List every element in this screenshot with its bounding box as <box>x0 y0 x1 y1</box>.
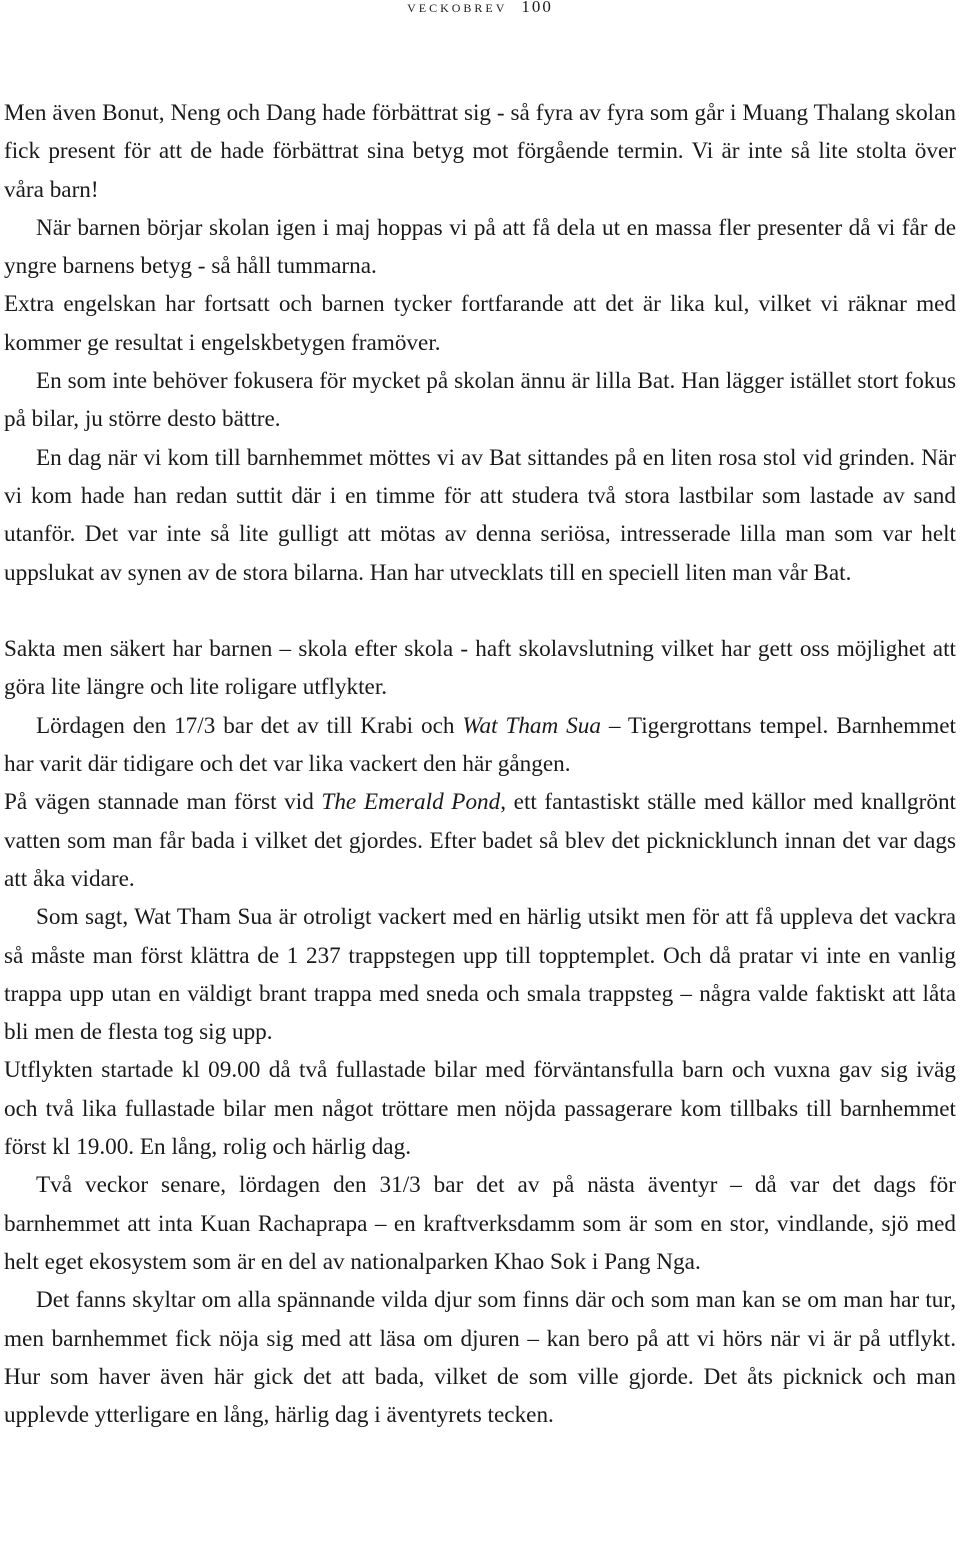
paragraph-text: – Tigergrottans tempel. Barnhemmet har varit där tidigare och det var lika vackert den här gången. <box>4 712 956 778</box>
paragraph-text: Lördagen den 17/3 bar det av till Krabi och <box>36 712 463 739</box>
paragraph: Sakta men säkert har barnen – skola efter skola - haft skolavslutning vilket har gett oss möjlighet att göra lite längre och lite roligare utflykter. <box>4 636 956 701</box>
paragraph: Det fanns skyltar om alla spännande vilda djur som finns där och som man kan se om man har tur, men barnhemmet fick nöja sig med att läsa om djuren – kan bero på att vi hörs när vi är på utflykt. Hur som haver även här gick det att bada, vilket de som ville gjorde. Det åts picknick och man upplevde ytterligare en lång, härlig dag i äventyrets tecken. <box>4 1287 956 1429</box>
running-title: veckobrev <box>407 0 508 16</box>
paragraph: Utflykten startade kl 09.00 då två fullastade bilar med förväntansfulla barn och vuxna gav sig iväg och två lika fullastade bilar men något tröttare men nöjda passagerare kom tillbaks till barnhemmet först kl 19.00. En lång, rolig och härlig dag. <box>4 1057 956 1161</box>
paragraph: Som sagt, Wat Tham Sua är otroligt vackert med en härlig utsikt men för att få uppleva det vackra så måste man först klättra de 1 237 trappstegen upp till topptemplet. Och då pratar vi inte en vanlig trappa upp utan en väldigt brant trappa med sneda och smala trappsteg – några valde faktiskt att låta bli men de flesta tog sig upp. <box>4 904 956 1046</box>
paragraph: Extra engelskan har fortsatt och barnen tycker fortfarande att det är lika kul, vilket vi räknar med kommer ge resultat i engelskbetygen framöver. <box>4 291 956 356</box>
paragraph: När barnen börjar skolan igen i maj hoppas vi på att få dela ut en massa fler presenter då vi får de yngre barnens betyg - så håll tummarna. <box>4 214 956 280</box>
paragraph-text: På vägen stannade man först vid <box>4 789 322 816</box>
paragraph: Två veckor senare, lördagen den 31/3 bar det av på nästa äventyr – då var det dags för barnhemmet att inta Kuan Rachaprapa – en kraftverksdamm som är som en stor, vindlande, sjö med helt eget ekosystem som är en del av nationalparken Khao Sok i Pang Nga. <box>4 1172 956 1275</box>
paragraph: Men även Bonut, Neng och Dang hade förbättrat sig - så fyra av fyra som går i Muang Thalang skolan fick present för att de hade förbättrat sina betyg mot förgående termin. Vi är inte så lite stolta över våra barn! <box>4 100 956 203</box>
page-header <box>0 0 960 17</box>
paragraph: En som inte behöver fokusera för mycket på skolan ännu är lilla Bat. Han lägger istället stort fokus på bilar, ju större desto bättre. <box>4 368 956 433</box>
paragraph-text: En dag när vi kom till barnhemmet möttes vi av Bat sittandes på en liten rosa stol vid grinden. När vi kom hade han redan suttit där i en timme för att studera två stora lastbilar som lastade av sand utanför. Det var inte så lite gulligt att mötas av denna seriösa, intresserade lilla man som var helt uppslukat av synen av de stora bilarna. Han har utvecklats till en speciell liten man vår Bat. <box>4 444 956 586</box>
place-name-italic: Wat Tham Sua <box>462 712 601 739</box>
paragraph-text: , ett fantastiskt ställe med källor med knallgrönt vatten som man får bada i vilket det gjordes. Efter badet så blev det picknicklunch innan det var dags att åka vidare. <box>4 789 956 892</box>
page-number: 100 <box>521 0 553 16</box>
paragraph <box>4 707 956 784</box>
place-name-italic: The Emerald Pond <box>321 789 501 816</box>
paragraph <box>4 439 956 592</box>
body-text <box>4 94 956 1434</box>
paragraph <box>4 783 956 898</box>
